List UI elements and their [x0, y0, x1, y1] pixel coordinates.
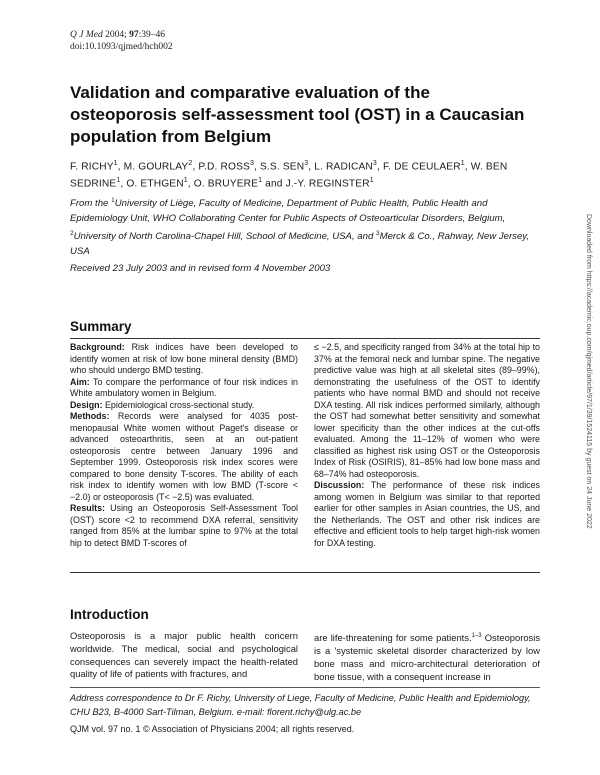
author-separator: ,	[376, 161, 383, 173]
affil-mark-1: 1	[111, 197, 115, 204]
results-text: Using an Osteoporosis Self-Assessment Tool (OST) score <2 to recommend DXA referral, sensitivity ranged from 85% at the lumbar spine to 97% at the total hip to detect BMD T-scores of	[70, 503, 298, 548]
aim-label: Aim:	[70, 376, 90, 387]
author-name: F. RICHY	[70, 161, 114, 173]
intro-text-a: are life-threatening for some patients.	[314, 632, 472, 644]
background-text: Risk indices have been developed to identify women at risk of low bone mineral density (BMD) who should undergo BMD testing.	[70, 342, 298, 375]
journal-citation	[70, 29, 165, 41]
summary-methods	[70, 411, 298, 503]
summary-top-rule	[70, 338, 540, 339]
author-affiliation-mark: 2	[188, 160, 193, 167]
background-label: Background:	[70, 342, 125, 352]
author-separator: ,	[308, 161, 315, 173]
discussion-text: The performance of these risk indices among women in Belgium was similar to that reported earlier for other samples in Asian countries, the US, and the Netherlands. The OST and other risk indices are effective and efficient tools to help target high-risk women for DXA testing.	[314, 480, 540, 548]
summary-right-column	[314, 342, 540, 549]
author-name: M. GOURLAY	[123, 161, 189, 173]
author-affiliation-mark: 1	[369, 177, 374, 185]
methods-text: Records were analysed for 4035 post-menopausal White women without Paget's disease or advanced osteoarthritis, seen at an out-patient osteoporosis centre between January 1996 and September 1999. Osteoporosis risk index scores were compared to bone density T-scores. The ability of each risk index to identify women with low BMD (T-score < −2.0) or osteoporosis (T< −2.5) was evaluated.	[70, 411, 298, 502]
journal-year: 2004;	[102, 30, 130, 40]
author-separator: ,	[187, 178, 194, 190]
author-separator: ,	[254, 161, 260, 173]
author-affiliation-mark: 1	[113, 160, 118, 167]
citation-ref[interactable]: 1–3	[471, 633, 482, 639]
summary-heading: Summary	[70, 319, 132, 334]
download-watermark: Downloaded from https://academic.oup.com/qjmed/article/97/1/39/1524115 by guest on 24 June 2022	[585, 214, 592, 529]
author-name: L. RADICAN	[314, 161, 373, 173]
design-label: Design:	[70, 399, 103, 410]
summary-left-column	[70, 342, 298, 549]
intro-text-b: Osteoporosis is a 'systemic skeletal disorder characterized by low bone mass and micro-architectural deterioration of bone tissue, with a consequent increase in	[314, 632, 541, 682]
summary-design	[70, 400, 298, 412]
introduction-heading: Introduction	[70, 607, 149, 622]
author-affiliation-mark: 3	[249, 160, 255, 167]
summary-results	[70, 503, 298, 549]
author-name: J.-Y. REGINSTER	[285, 178, 370, 190]
author-separator: ,	[464, 161, 471, 173]
introduction-right-column	[314, 630, 540, 683]
summary-background	[70, 342, 298, 377]
results-label: Results:	[70, 503, 106, 513]
author-name: W. BEN SEDRINE	[70, 161, 508, 190]
author-name: F. DE CEULAER	[382, 161, 461, 173]
aim-text: To compare the performance of four risk indices in White ambulatory women in Belgium.	[70, 376, 298, 398]
journal-name: Q J Med	[70, 30, 103, 40]
doi[interactable]: doi:10.1093/qjmed/hch002	[70, 42, 173, 52]
author-name: S.S. SEN	[259, 161, 305, 173]
summary-aim	[70, 377, 298, 400]
author-affiliation-mark: 1	[183, 177, 188, 185]
discussion-label: Discussion:	[314, 480, 365, 490]
affil-2: University of North Carolina-Chapel Hill, School of Medicine, USA, and	[73, 231, 376, 243]
author-affiliation-mark: 3	[304, 160, 309, 167]
author-separator: ,	[120, 178, 127, 190]
affil-mark-3: 3	[375, 230, 380, 238]
received-dates: Received 23 July 2003 and in revised form 4 November 2003	[70, 263, 331, 274]
summary-results-continued: ≤ −2.5, and specificity ranged from 34% at the total hip to 37% at the femoral neck and lumbar spine. The negative predictive value was high at all skeletal sites (89–99%), demonstrating the usefulness of the OST to identify patients who have normal BMD and should not receive DXA testing. All risk indices performed similarly, although the OST had somewhat better sensitivity and somewhat lower specificity than the other indices at the cut-offs evaluated. Among the 11–12% of women who were classified as highest risk using OST or the Osteoporosis Index of Risk (OSIRIS), 81–85% had low bone mass and 68–74% had osteoporosis.	[314, 342, 540, 479]
affil-mark-2: 2	[70, 230, 74, 238]
author-separator: ,	[192, 161, 199, 173]
affil-prefix: From the	[70, 198, 112, 210]
author-separator: and	[262, 178, 286, 190]
author-name: O. ETHGEN	[126, 178, 184, 190]
article-title: Validation and comparative evaluation of the osteoporosis self-assessment tool (OST) in a Caucasian population from Belgium	[70, 83, 525, 146]
author-affiliation-mark: 3	[372, 160, 377, 167]
journal-volume: 97	[129, 30, 139, 40]
affiliations	[70, 193, 538, 259]
author-name: O. BRUYERE	[193, 178, 259, 190]
design-text: Epidemiological cross-sectional study.	[102, 399, 255, 410]
summary-discussion	[314, 480, 540, 549]
copyright-notice: QJM vol. 97 no. 1 © Association of Physicians 2004; all rights reserved.	[70, 724, 355, 734]
summary-bottom-rule	[70, 572, 540, 573]
author-affiliation-mark: 1	[116, 177, 121, 185]
footer-rule	[70, 687, 540, 688]
author-affiliation-mark: 1	[460, 160, 465, 167]
correspondence-address: Address correspondence to Dr F. Richy, University of Liege, Faculty of Medicine, Public Health and Epidemiology, CHU B23, B-4000 Sart-Tilman, Belgium. e-mail: florent.richy@ulg.ac.be	[70, 693, 531, 717]
author-list	[70, 157, 540, 192]
author-name: P.D. ROSS	[198, 161, 250, 173]
affil-1: University of Liège, Faculty of Medicine, Department of Public Health, Public Health and Epidemiology Unit, WHO Collaborating Center for Public Aspects of Osteoarticular Disorders, Belgium,	[70, 198, 506, 225]
author-separator: ,	[117, 161, 124, 173]
author-affiliation-mark: 1	[258, 177, 263, 185]
methods-label: Methods:	[70, 411, 110, 421]
journal-pages: :39–46	[138, 30, 165, 40]
affil-3: Merck & Co., Rahway, New Jersey, USA	[70, 231, 530, 258]
introduction-left-column: Osteoporosis is a major public health concern worldwide. The medical, social and psychological consequences can severely impact the health-related quality of life of patients with fractures, and	[70, 630, 298, 680]
